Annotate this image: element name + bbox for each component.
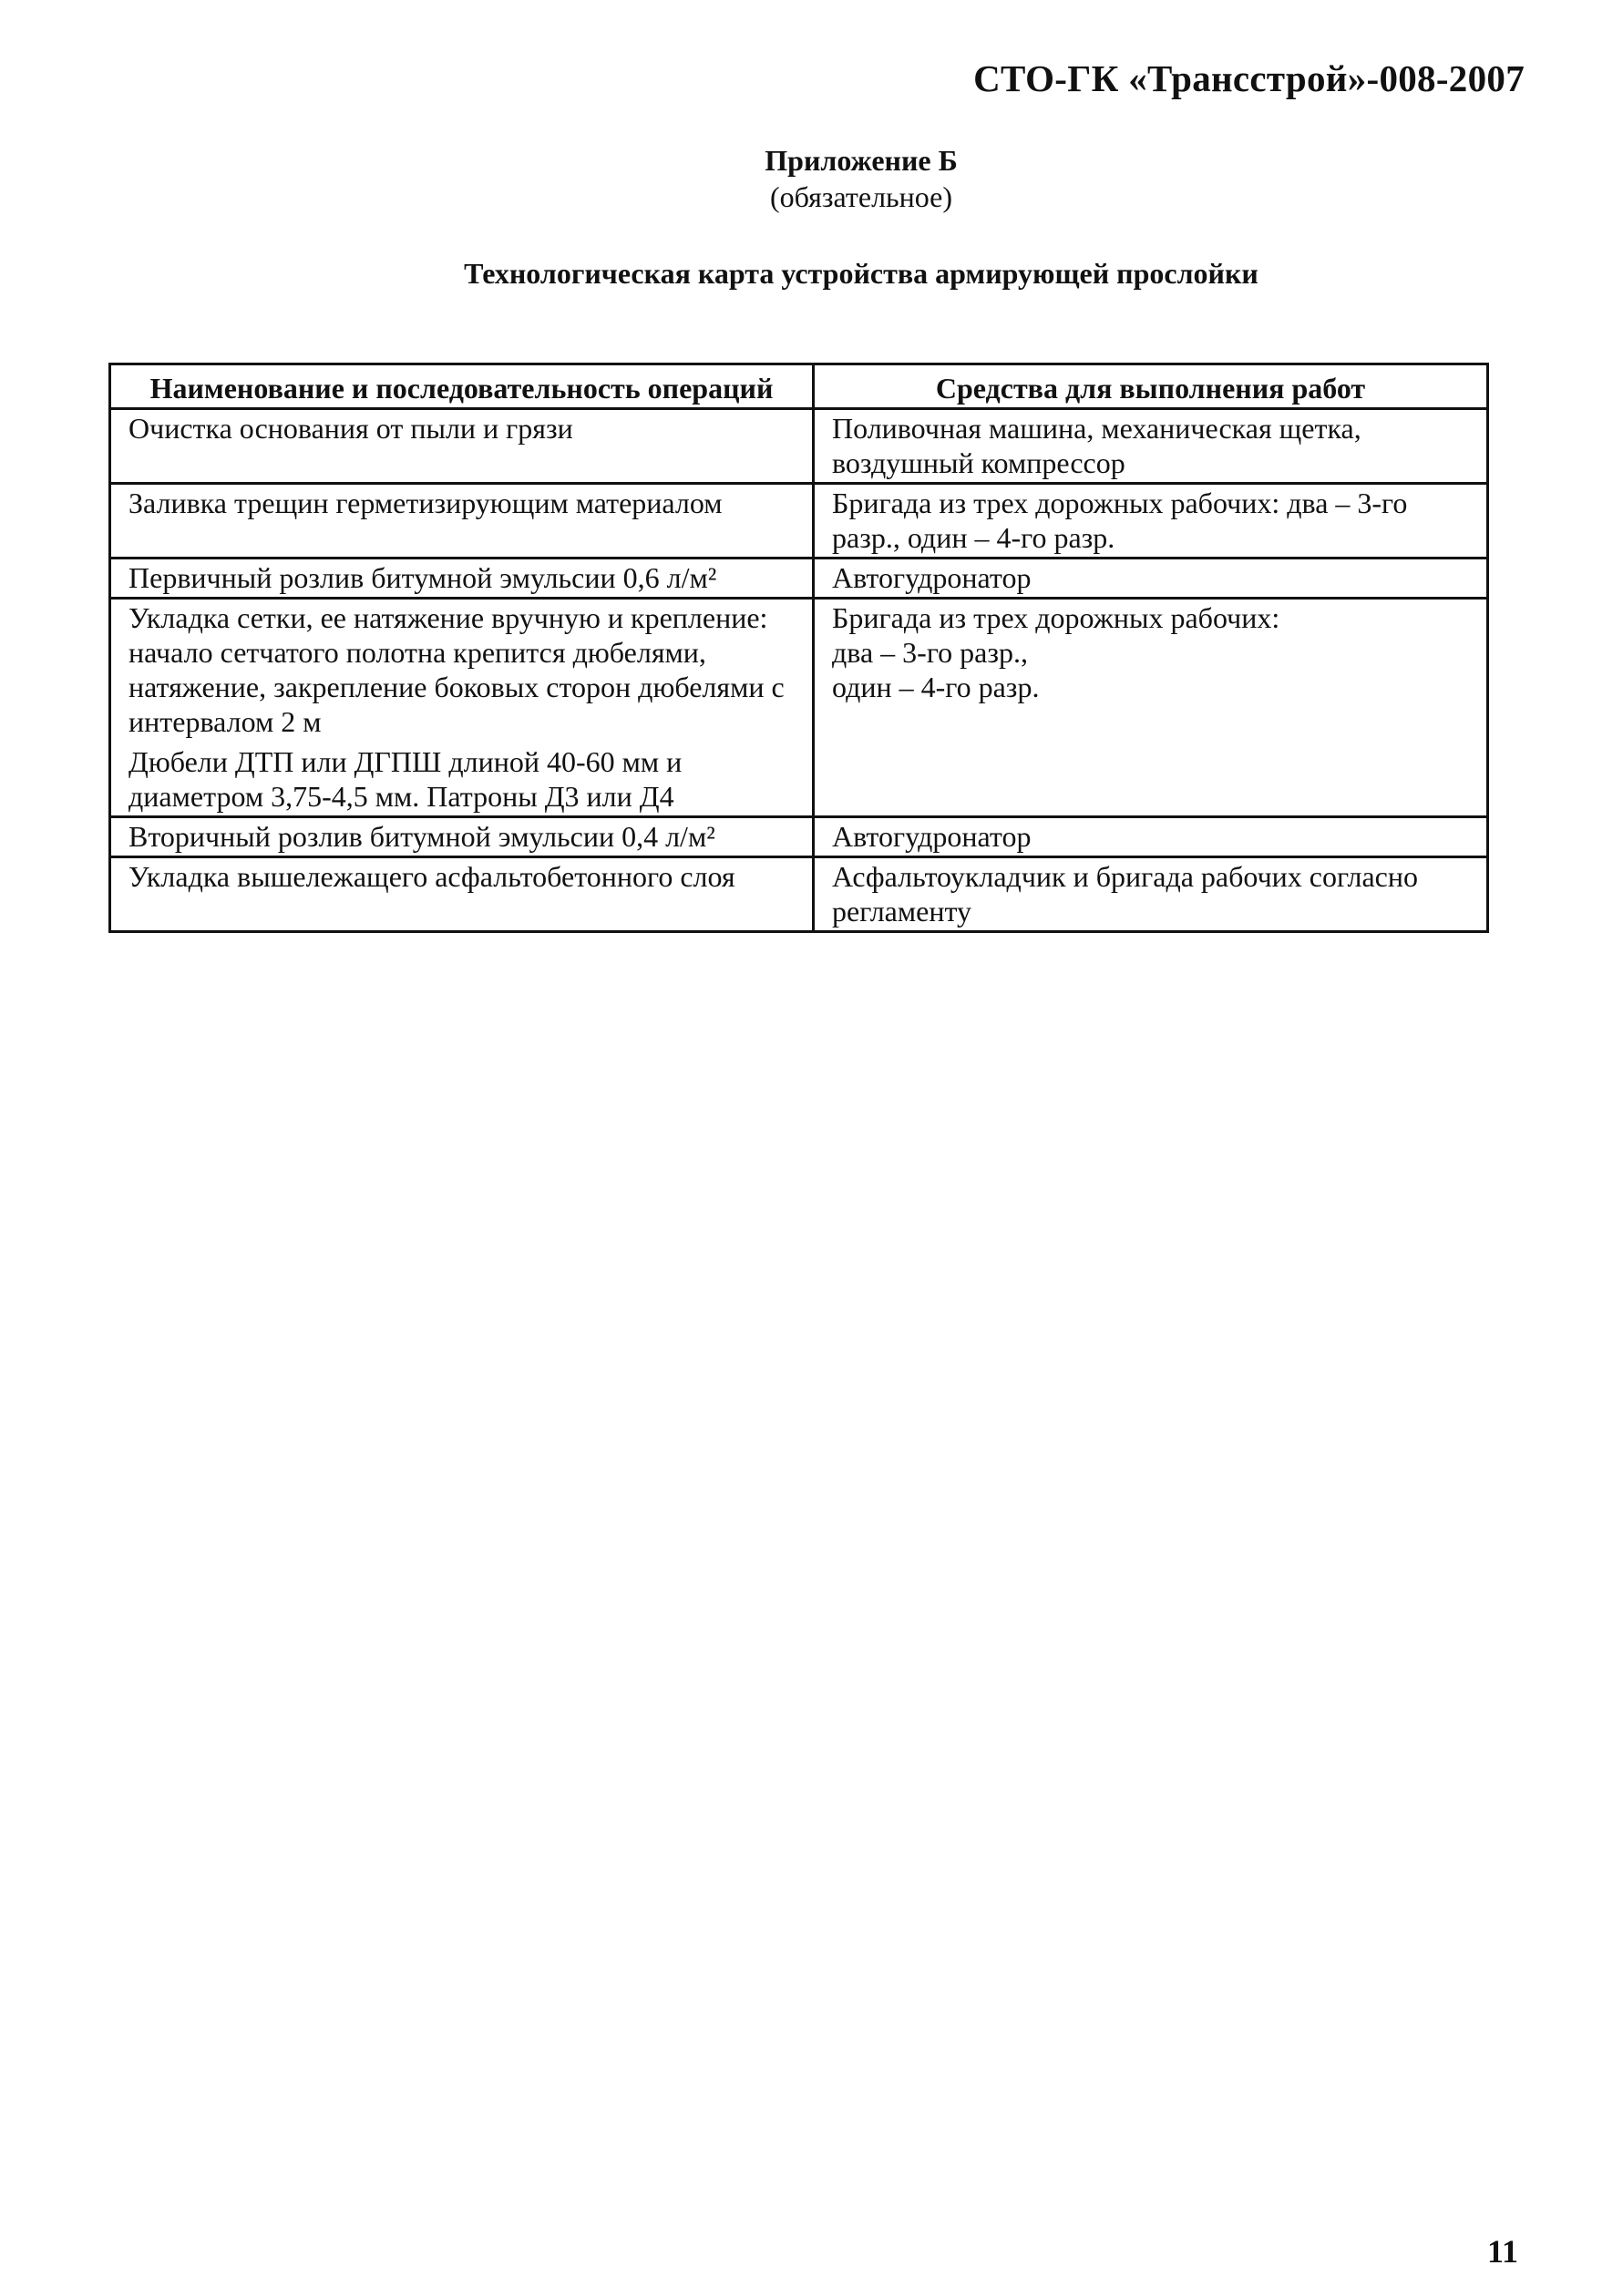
operation-cell <box>110 817 814 857</box>
means-text: Бригада из трех дорожных рабочих: <box>832 601 1280 634</box>
operation-text: Очистка основания от пыли и грязи <box>128 412 573 445</box>
operation-cell <box>110 857 814 932</box>
means-cell <box>814 857 1488 932</box>
table-row <box>110 817 1488 857</box>
means-text: Автогудронатор <box>832 561 1032 594</box>
means-text: Автогудронатор <box>832 820 1032 853</box>
document-code: СТО-ГК «Трансстрой»-008-2007 <box>973 57 1525 99</box>
table-row <box>110 409 1488 484</box>
means-text: Поливочная машина, механическая щетка, воздушный компрессор <box>832 412 1361 479</box>
operation-note: Дюбели ДТП или ДГПШ длиной 40-60 мм и диаметром 3,75-4,5 мм. Патроны Д3 или Д4 <box>128 745 683 813</box>
operation-cell <box>110 559 814 599</box>
means-text: Бригада из трех дорожных рабочих: два – 3-го разр., один – 4-го разр. <box>832 487 1408 554</box>
table-row <box>110 559 1488 599</box>
appendix-title: Приложение Б <box>765 144 958 177</box>
operation-text: Укладка вышележащего асфальтобетонного слоя <box>128 860 735 893</box>
table-header-row <box>110 364 1488 409</box>
means-text: два – 3-го разр., <box>832 636 1028 669</box>
table-row <box>110 857 1488 932</box>
column-header-means: Средства для выполнения работ <box>814 364 1488 409</box>
means-text: Асфальтоукладчик и бригада рабочих согласно регламенту <box>832 860 1418 928</box>
operations-table <box>108 363 1489 933</box>
operation-cell <box>110 484 814 559</box>
technological-map-title: Технологическая карта устройства армирующей прослойки <box>464 257 1258 290</box>
appendix-status: (обязательное) <box>770 180 952 213</box>
operation-cell <box>110 409 814 484</box>
means-text: один – 4-го разр. <box>832 671 1040 703</box>
means-cell <box>814 484 1488 559</box>
operation-text: Первичный розлив битумной эмульсии 0,6 л/м² <box>128 561 717 594</box>
table-row <box>110 484 1488 559</box>
table-row <box>110 599 1488 817</box>
means-cell <box>814 817 1488 857</box>
means-cell <box>814 409 1488 484</box>
operation-text: Укладка сетки, ее натяжение вручную и крепление: начало сетчатого полотна крепится дюбелями, натяжение, закрепление боковых сторон дюбелями с интервалом 2 м <box>128 601 785 738</box>
operation-text: Вторичный розлив битумной эмульсии 0,4 л/м² <box>128 820 715 853</box>
page-number: 11 <box>1486 2233 1518 2270</box>
operation-text: Заливка трещин герметизирующим материалом <box>128 487 723 519</box>
means-cell <box>814 559 1488 599</box>
operation-cell <box>110 599 814 817</box>
means-cell <box>814 599 1488 817</box>
column-header-operations: Наименование и последовательность операций <box>110 364 814 409</box>
